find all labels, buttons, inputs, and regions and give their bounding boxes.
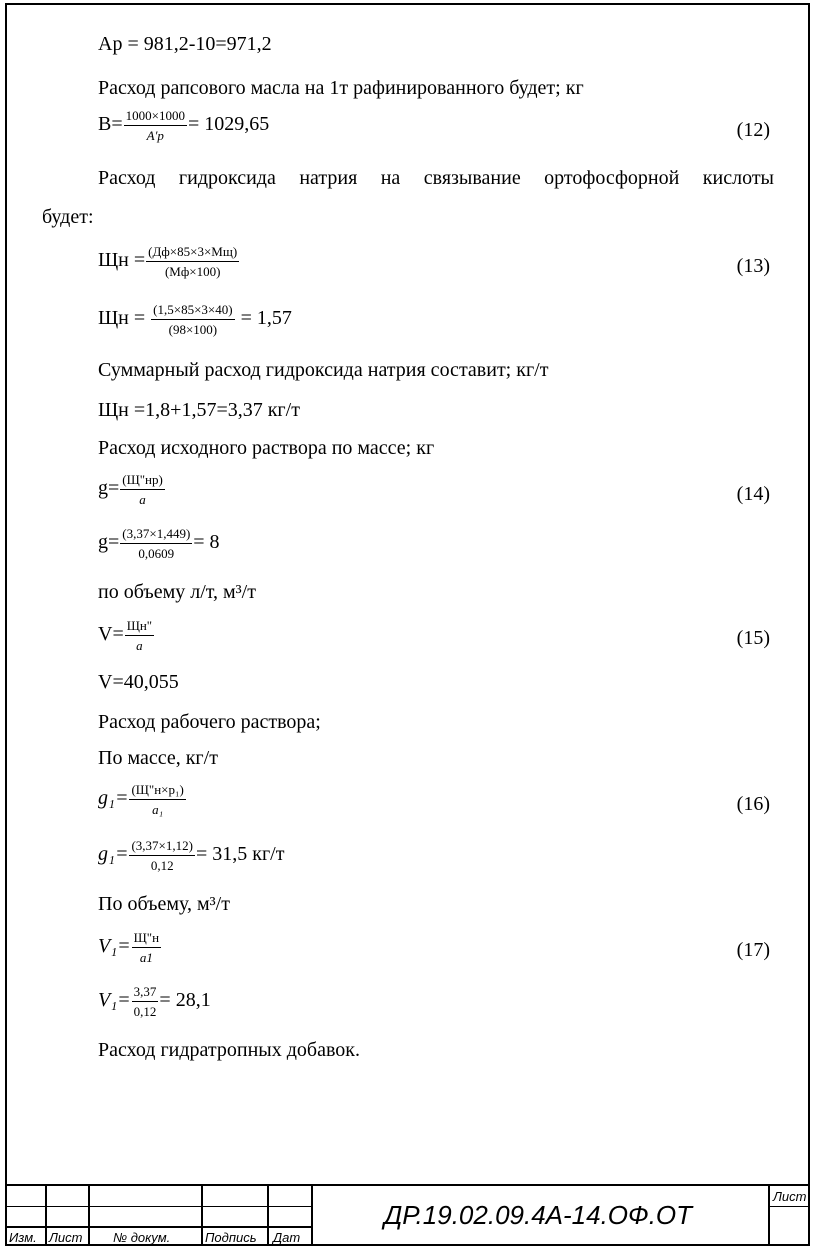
formula-lhs: g₁=: [98, 843, 129, 866]
formula-14: [98, 472, 166, 507]
numerator: (3,37×1,449): [120, 526, 192, 544]
text-line: Щн =1,8+1,57=3,37 кг/т: [98, 399, 300, 421]
formula-lhs: Щн =: [98, 307, 146, 330]
denominator: 0,12: [150, 858, 174, 873]
denominator: a1: [139, 950, 153, 965]
formula-17: [98, 930, 162, 965]
numerator: (1,5×85×3×40): [151, 302, 234, 320]
denominator: (Мф×100): [164, 264, 221, 279]
text-line: По объему, м³/т: [98, 893, 230, 915]
fraction: [151, 302, 234, 337]
fraction: [146, 244, 239, 279]
text-line: будет:: [42, 206, 94, 228]
formula-17-calc: [98, 984, 211, 1019]
formula-lhs: V₁=: [98, 935, 131, 958]
stamp-row-line: [768, 1206, 808, 1207]
formula-rhs: = 8: [193, 531, 220, 554]
text-line: V=40,055: [98, 671, 179, 693]
text-line: По массе, кг/т: [98, 747, 218, 769]
fraction: [120, 526, 192, 561]
numerator: (3,37×1,12): [129, 838, 195, 856]
denominator: A′р: [146, 128, 164, 143]
formula-rhs: = 28,1: [159, 989, 211, 1012]
equation-number: (14): [736, 483, 770, 505]
text-line: Расход гидратропных добавок.: [98, 1039, 360, 1061]
denominator: 0,12: [133, 1004, 157, 1019]
stamp-label-izm: Изм.: [9, 1230, 37, 1245]
stamp-label-list: Лист: [49, 1230, 83, 1245]
fraction: [132, 930, 161, 965]
stamp-divider: [201, 1186, 203, 1246]
equation-number: (15): [736, 627, 770, 649]
stamp-divider: [768, 1186, 770, 1246]
numerator: Щн": [125, 618, 154, 636]
document-code: ДР.19.02.09.4А-14.ОФ.ОТ: [383, 1200, 693, 1230]
text-line: по объему л/т, м³/т: [98, 581, 256, 603]
denominator: a: [139, 492, 146, 507]
formula-lhs: g₁=: [98, 787, 129, 810]
numerator: (Щ"н×p₁): [129, 782, 185, 800]
equation-number: (12): [736, 119, 770, 141]
stamp-row-line: [5, 1226, 311, 1228]
numerator: Щ"н: [132, 930, 161, 948]
denominator: (98×100): [168, 322, 218, 337]
formula-14-calc: [98, 526, 220, 561]
fraction: [125, 618, 154, 653]
stamp-row-line: [5, 1206, 311, 1207]
formula-lhs: V=: [98, 623, 124, 646]
equation-number: (17): [736, 939, 770, 961]
formula-rhs: = 1,57: [240, 307, 292, 330]
fraction: [124, 108, 187, 143]
stamp-label-sign: Подпись: [205, 1230, 257, 1245]
fraction: [129, 782, 185, 817]
fraction: [129, 838, 195, 873]
text-line: Расход рабочего раствора;: [98, 711, 321, 733]
formula-16: [98, 782, 187, 817]
formula-lhs: V₁=: [98, 989, 131, 1012]
formula-rhs: = 1029,65: [187, 113, 270, 136]
numerator: (Щ"нр): [120, 472, 165, 490]
formula-lhs: Щн =: [98, 249, 146, 272]
fraction: [132, 984, 159, 1019]
formula-13: [98, 244, 240, 279]
formula-lhs: B=: [98, 113, 123, 136]
text-line: Суммарный расход гидроксида натрия составит; кг/т: [98, 359, 549, 381]
equation-number: (13): [736, 255, 770, 277]
text-line: Ар = 981,2-10=971,2: [98, 33, 272, 55]
formula-12: [98, 108, 269, 143]
stamp-divider: [88, 1186, 90, 1246]
formula-lhs: g=: [98, 531, 120, 554]
stamp-label-sheet: Лист: [773, 1189, 807, 1204]
denominator: a₁: [152, 802, 164, 817]
equation-number: (16): [736, 793, 770, 815]
formula-rhs: = 31,5 кг/т: [195, 843, 285, 866]
stamp-label-doc: № докум.: [113, 1230, 171, 1245]
denominator: 0,0609: [138, 546, 175, 561]
numerator: 3,37: [132, 984, 159, 1002]
formula-lhs: g=: [98, 477, 120, 500]
text-line: Расход рапсового масла на 1т рафинированного будет; кг: [98, 77, 584, 99]
stamp-label-date: Дат: [273, 1230, 301, 1245]
denominator: a: [136, 638, 143, 653]
numerator: (Дф×85×3×Мщ): [146, 244, 239, 262]
stamp-divider: [267, 1186, 269, 1246]
formula-15: [98, 618, 155, 653]
text-line: Расход исходного раствора по массе; кг: [98, 437, 435, 459]
text-line: Расход гидроксида натрия на связывание ортофосфорной кислоты: [98, 167, 774, 189]
formula-13-calc: [98, 302, 292, 337]
formula-16-calc: [98, 838, 284, 873]
numerator: 1000×1000: [124, 108, 187, 126]
fraction: [120, 472, 165, 507]
stamp-divider: [45, 1186, 47, 1246]
